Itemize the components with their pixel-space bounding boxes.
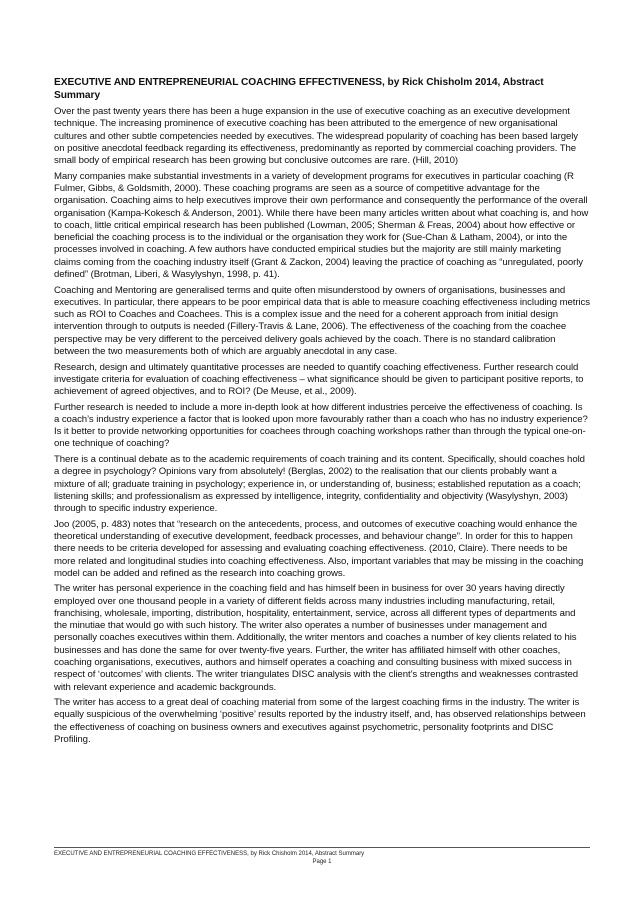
document-title: EXECUTIVE AND ENTREPRENEURIAL COACHING EFFECTIVENESS, by Rick Chisholm 2014, Abstract Summary xyxy=(54,77,544,101)
paragraph-intro: Over the past twenty years there has been a huge expansion in the use of executive coaching as an executive development technique. The increasing prominence of executive coaching has been attributed to the emergence of new organisational cultures and other subtle competencies needed by executives. The widespread popularity of coaching has been based largely on positive anecdotal feedback regarding its effectiveness, predominantly as reported by commercial coaching providers. The small body of empirical research has been growing but conclusive outcomes are rare. (Hill, 2010) xyxy=(54,106,579,167)
document-body xyxy=(54,76,590,750)
paragraph-academic-requirements: There is a continual debate as to the academic requirements of coach training and its content. Specifically, should coaches hold a degree in psychology? Opinions vary from absolutely! (Berglas, 2002) to the realisation that our clients probably want a mixture of all; graduate training in psychology; experience in, or understanding of, business; established reputation as a coach; listening skills; and professionalism as expressed by intelligence, integrity, confidentiality and objectivity (Wasylyshyn, 2003) through to specific industry experience. xyxy=(54,453,585,515)
paragraph-coaching-mentoring: Coaching and Mentoring are generalised terms and quite often misunderstood by owners of organisations, businesses and executives. In particular, there appears to be poor empirical data that is able to measure coaching effectiveness including metrics such as ROI to Coaches and Coachees. This is a complex issue and the need for a coherent approach from initial design intervention through to outputs is needed (Fillery-Travis & Lane, 2006). The effectiveness of the coaching from the coachee perspective may be very different to the perceived delivery goals achieved by the coach. There is no standard calibration between the two measurements both of which are arguably anecdotal in any case. xyxy=(54,284,590,358)
paragraph-investments: Many companies make substantial investments in a variety of development programs for executives in particular coaching (R Fulmer, Gibbs, & Goldsmith, 2000). These coaching programs are seen as a source of competitive advantage for the organisation. Coaching aims to help executives improve their own performance and consequently the performance of the overall organisation (Kampa-Kokesch & Anderson, 2001). While there have been many articles written about what coaching is, and how to coach, little critical empirical research has been published (Lowman, 2005; Sherman & Freas, 2004) about how effective or beneficial the coaching process is to the individual or the organisation they work for (Sue-Chan & Latham, 2004), or into the processes involved in coaching. A few authors have conducted empirical studies but the majority are still mainly marketing claims coming from the coaching industry itself (Grant & Zackon, 2004) leaving the practice of coaching as “unregulated, poorly defined” (Brotman, Liberi, & Wasylyshyn, 1998, p. 41). xyxy=(54,170,589,281)
footer-running-title: EXECUTIVE AND ENTREPRENEURIAL COACHING EFFECTIVENESS, by Rick Chisholm 2014, Abstract Summary xyxy=(54,851,365,857)
footer-divider xyxy=(54,847,590,848)
paragraph-further-research: Further research is needed to include a more in-depth look at how different industries perceive the effectiveness of coaching. Is a coach’s industry experience a factor that is looked upon more favourably rather than a coach who has no industry experience? Is it better to provide networking opportunities for coachees through coaching workshops rather than through the typical one-on-one technique of coaching? xyxy=(54,401,588,450)
paragraph-research-design: Research, design and ultimately quantitative processes are needed to quantify coaching effectiveness. Further research could investigate criteria for evaluation of coaching effectiveness – what significance should be given to participant positive reports, to achievement of agreed objectives, and to ROI? (De Meuse, et al., 2009). xyxy=(54,361,584,398)
footer-page-number: Page 1 xyxy=(312,859,332,865)
paragraph-writer-experience: The writer has personal experience in the coaching field and has himself been in business for over 30 years having directly employed over one thousand people in a variety of different fields across many industries including manufacturing, retail, franchising, wholesale, importing, distribution, hospitality, entertainment, service, across all different types of departments and the minutiae that would go with such history. The writer also operates a number of businesses under management and personally coaches executives within them. Additionally, the writer mentors and coaches a number of key clients related to his businesses and has done the same for over twenty-five years. Further, the writer has affiliated himself with other coaches, coaching organisations, executives, authors and himself operates a coaching and consulting business with mixed success in respect of ‘outcomes’ with clients. The writer triangulates DISC analysis with the client’s strengths and weaknesses contrasted with relevant experience and academic backgrounds. xyxy=(54,583,578,693)
paragraph-joo: Joo (2005, p. 483) notes that “research on the antecedents, process, and outcomes of executive coaching would enhance the theoretical understanding of executive development, feedback processes, and behaviour change”. In order for this to happen there needs to be criteria developed for assessing and evaluating coaching effectiveness. (2010, Claire). There needs to be more related and longitudinal studies into coaching effectiveness. Also, important variables that may be missing in the coaching model can be added and refined as the research into coaching grows. xyxy=(54,518,584,579)
paragraph-writer-access: The writer has access to a great deal of coaching material from some of the largest coaching firms in the industry. The writer is equally suspicious of the overwhelming ‘positive’ results reported by the industry itself, and, has observed relationships between the effectiveness of coaching on business owners and executives against psychometric, personality footprints and DISC Profiling. xyxy=(54,697,586,746)
